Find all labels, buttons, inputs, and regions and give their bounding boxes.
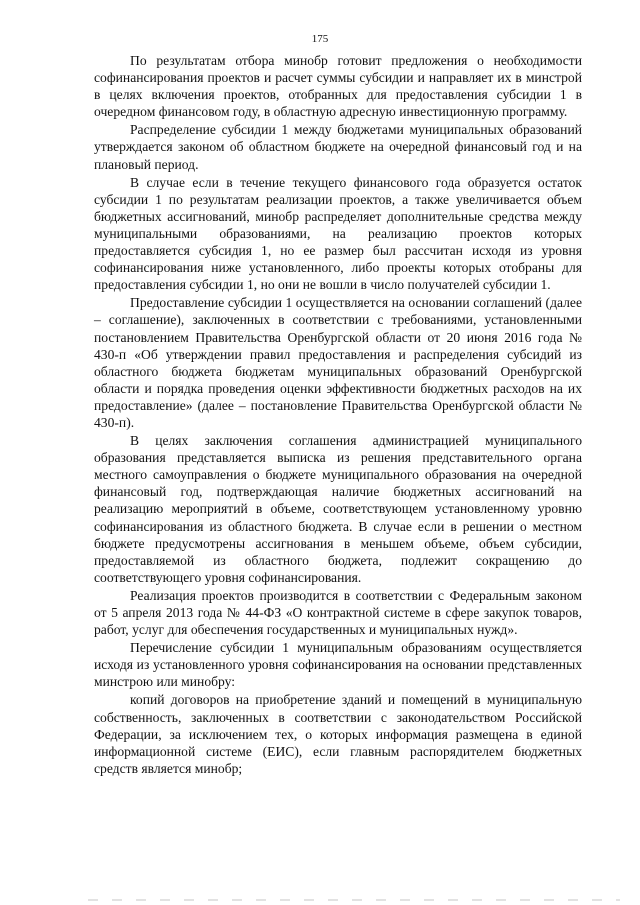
paragraph-1: По результатам отбора минобр готовит предложения о необходимости софинансирования проектов и расчет суммы субсидии и направляет их в минстрой в целях включения проектов, отобранных для предоставления субсидии 1 в очередном финансовом году, в областную адресную инвестиционную программу. (94, 53, 582, 120)
scan-footer-artifact (88, 899, 620, 901)
paragraph-7: Перечисление субсидии 1 муниципальным образованиям осуществляется исходя из установленного уровня софинансирования на основании представленных минстрою или минобру: (94, 640, 582, 690)
paragraph-5: В целях заключения соглашения администрацией муниципального образования представляется выписка из решения представительного органа местного самоуправления о бюджете муниципального образования на очередной финансовый год, подтверждающая наличие бюджетных ассигнований на реализацию мероприятий в объеме, соответствующем установленному уровню софинансирования из областного бюджета. В случае если в решении о местном бюджете предусмотрены ассигнования в меньшем объеме, объем субсидии, предоставляемой из областного бюджета, подлежит сокращению до соответствующего уровня софинансирования. (94, 433, 582, 585)
paragraph-2: Распределение субсидии 1 между бюджетами муниципальных образований утверждается законом об областном бюджете на очередной финансовый год и на плановый период. (94, 122, 582, 172)
paragraph-3: В случае если в течение текущего финансового года образуется остаток субсидии 1 по результатам реализации проектов, а также увеличивается объем бюджетных ассигнований, минобр распределяет дополнительные средства между муниципальными образованиями, на реализацию проектов которых предоставляется субсидия 1, но ее размер был рассчитан исходя из уровня софинансирования ниже установленного, либо проекты которых отобраны для предоставления субсидии 1, но они не вошли в число получателей субсидии 1. (94, 174, 582, 293)
document-body (94, 52, 582, 777)
paragraph-4: Предоставление субсидии 1 осуществляется на основании соглашений (далее – соглашение), заключенных в соответствии с требованиями, установленными постановлением Правительства Оренбургской области от 20 июня 2016 года № 430-п «Об утверждении правил предоставления и распределения субсидий из областного бюджета бюджетам муниципальных образований Оренбургской области и порядка проведения оценки эффективности бюджетных расходов на их предоставление» (далее – постановление Правительства Оренбургской области № 430-п). (94, 295, 582, 430)
page-number: 175 (311, 33, 329, 45)
paragraph-6: Реализация проектов производится в соответствии с Федеральным законом от 5 апреля 2013 года № 44-ФЗ «О контрактной системе в сфере закупок товаров, работ, услуг для обеспечения государственных и муниципальных нужд». (94, 587, 582, 638)
paragraph-8: копий договоров на приобретение зданий и помещений в муниципальную собственность, заключенных в соответствии с законодательством Российской Федерации, за исключением тех, о которых информация размещена в единой информационной системе (ЕИС), если главным распорядителем бюджетных средств является минобр; (94, 692, 582, 776)
